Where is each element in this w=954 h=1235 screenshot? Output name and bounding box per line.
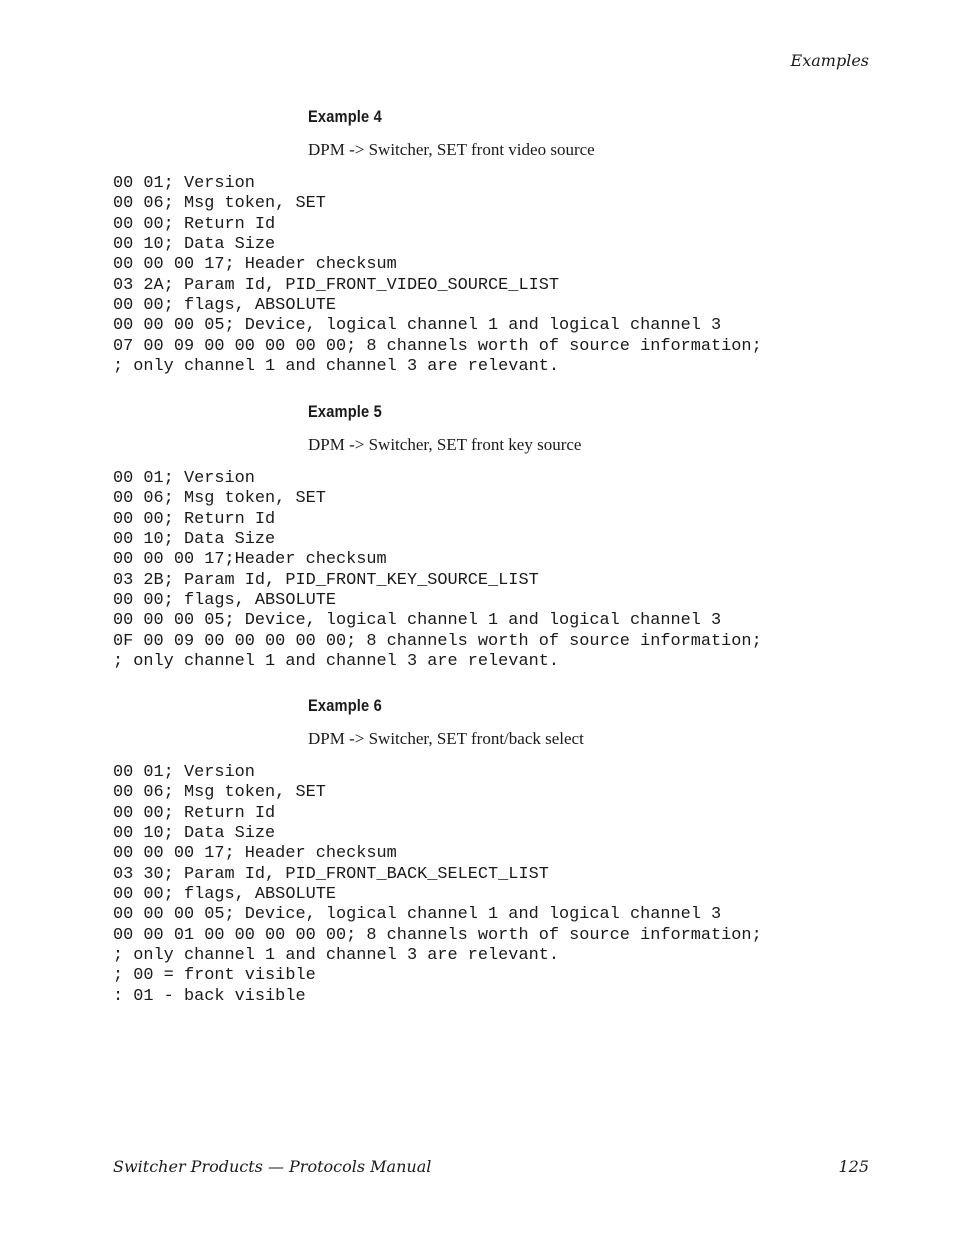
code-line: 00 00 00 05; Device, logical channel 1 and logical channel 3 xyxy=(113,905,722,925)
code-line: 00 00 00 17; Header checksum xyxy=(113,255,397,275)
code-line: 00 00; Return Id xyxy=(113,509,276,529)
code-line: 00 00 00 05; Device, logical channel 1 and logical channel 3 xyxy=(113,316,722,336)
code-line: ; 00 = front visible xyxy=(113,966,316,986)
code-block xyxy=(113,763,762,1007)
code-line: 00 06; Msg token, SET xyxy=(113,489,326,509)
code-line: 00 00 01 00 00 00 00 00; 8 channels worth of source information; xyxy=(113,925,762,945)
page-number: 125 xyxy=(838,1157,869,1176)
code-line: 0F 00 09 00 00 00 00 00; 8 channels worth of source information; xyxy=(113,631,762,651)
code-line: 00 10; Data Size xyxy=(113,235,276,255)
code-line: 03 2B; Param Id, PID_FRONT_KEY_SOURCE_LIST xyxy=(113,570,539,590)
code-block xyxy=(113,174,762,377)
code-line: 00 00; flags, ABSOLUTE xyxy=(113,296,336,316)
code-line: ; only channel 1 and channel 3 are relevant. xyxy=(113,652,559,672)
example-description: DPM -> Switcher, SET front/back select xyxy=(308,729,584,748)
example-description: DPM -> Switcher, SET front video source xyxy=(308,140,595,159)
code-line: 00 01; Version xyxy=(113,469,255,488)
code-line: ; only channel 1 and channel 3 are relevant. xyxy=(113,357,559,377)
code-line: 00 10; Data Size xyxy=(113,530,276,550)
code-line: 07 00 09 00 00 00 00 00; 8 channels worth of source information; xyxy=(113,336,762,356)
code-line: 00 01; Version xyxy=(113,763,255,782)
code-line: : 01 - back visible xyxy=(113,986,306,1006)
code-line: 00 00; flags, ABSOLUTE xyxy=(113,591,336,611)
footer-manual-title: Switcher Products — Protocols Manual xyxy=(113,1157,432,1176)
code-line: 00 00; flags, ABSOLUTE xyxy=(113,885,336,905)
code-line: 00 00; Return Id xyxy=(113,214,276,234)
code-line: 00 10; Data Size xyxy=(113,824,276,844)
code-block xyxy=(113,469,762,672)
example-description: DPM -> Switcher, SET front key source xyxy=(308,435,582,454)
example-title: Example 4 xyxy=(308,107,382,126)
example-title: Example 5 xyxy=(308,402,382,421)
code-line: 00 00; Return Id xyxy=(113,803,276,823)
code-line: ; only channel 1 and channel 3 are relevant. xyxy=(113,946,559,966)
code-line: 00 00 00 17;Header checksum xyxy=(113,550,387,570)
code-line: 00 00 00 05; Device, logical channel 1 and logical channel 3 xyxy=(113,611,722,631)
example-title: Example 6 xyxy=(308,696,382,715)
code-line: 00 00 00 17; Header checksum xyxy=(113,844,397,864)
code-line: 00 01; Version xyxy=(113,174,255,193)
code-line: 00 06; Msg token, SET xyxy=(113,783,326,803)
running-head: Examples xyxy=(790,51,869,70)
code-line: 03 30; Param Id, PID_FRONT_BACK_SELECT_LIST xyxy=(113,864,549,884)
code-line: 03 2A; Param Id, PID_FRONT_VIDEO_SOURCE_LIST xyxy=(113,275,559,295)
code-line: 00 06; Msg token, SET xyxy=(113,194,326,214)
